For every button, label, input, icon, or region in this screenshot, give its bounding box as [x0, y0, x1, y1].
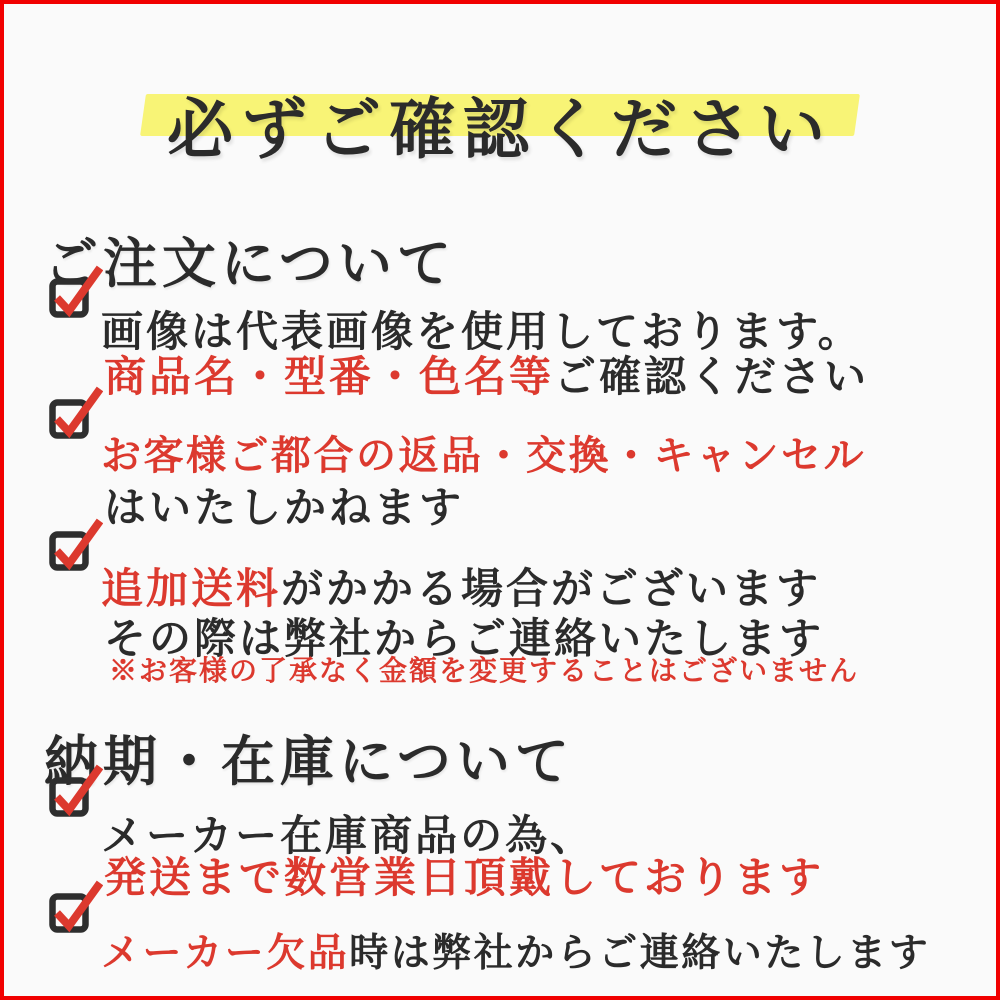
item3-line1-red-text: 追加送料	[101, 567, 282, 613]
item3-line2-text: その際は弊社からご連絡いたします	[104, 617, 825, 663]
checkbox-icon	[49, 763, 103, 817]
item1-line2	[104, 357, 869, 399]
section-heading-delivery-stock: 納期・在庫について	[44, 731, 574, 792]
item5-line1	[101, 934, 930, 973]
item4-line2	[104, 858, 824, 900]
item4-line1-text: メーカー在庫商品の為、	[101, 814, 596, 860]
item5-black-text: 時は弊社からご連絡いたします	[349, 932, 931, 975]
item3-note: ※お客様の了承なく金額を変更することはございません	[109, 656, 860, 687]
item2-line1-red-text: お客様ご都合の返品・交換・キャンセル	[101, 433, 866, 478]
item1-line2-red-text: 商品名・型番・色名等	[104, 355, 555, 401]
item2-line2	[104, 488, 464, 530]
item5-red-text: メーカー欠品	[101, 932, 350, 975]
checkbox-icon	[49, 264, 103, 318]
item1-line1-text: 画像は代表画像を使用しております。	[101, 310, 863, 356]
checkbox-icon	[49, 879, 103, 933]
checkbox-icon	[49, 517, 103, 571]
page-title: 必ずご確認ください	[167, 94, 833, 168]
item1-line1	[101, 312, 863, 354]
item3-line2	[104, 619, 824, 661]
item2-line1	[101, 433, 866, 478]
item4-line2-red-text: 発送まで数営業日頂戴しております	[104, 856, 825, 902]
item1-line2-black-text: ご確認ください	[554, 355, 870, 401]
item4-line1	[101, 816, 595, 858]
checkbox-icon	[49, 385, 103, 439]
item3-line1	[101, 569, 821, 611]
item3-line1-black-text: がかかる場合がございます	[281, 567, 822, 613]
section-heading-orders: ご注文について	[44, 233, 456, 294]
item2-line2-text: はいたしかねます	[104, 486, 465, 532]
